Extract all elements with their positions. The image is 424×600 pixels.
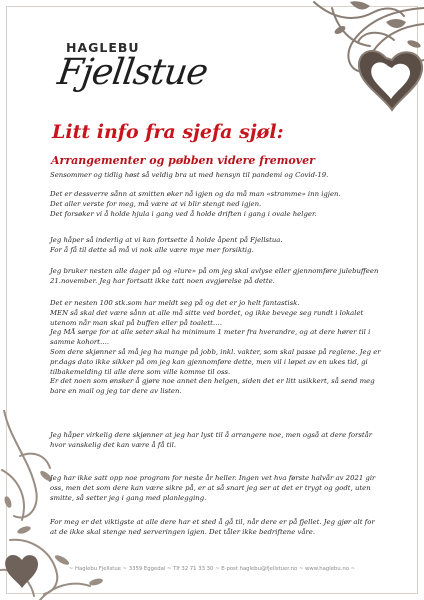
body-paragraph-2 [50,190,390,219]
body-line: 21.november. Jeg har fortsatt ikke tatt noen avgjørelse på dette. [50,276,275,285]
body-paragraph-6 [50,431,390,451]
body-line: Jeg bruker nesten alle dager på og «lure» på om jeg skal avlyse eller gjennomføre julebuffeen [50,267,379,275]
body-line: at de ikke skal stenge ned serveringen igjen. Det tåler ikke bedriftene våre. [50,527,316,536]
body-line: Som dere skjønner så må jeg ha mange på jobb, inkl. vakter, som skal passe på reglene. Jeg er [50,347,381,356]
top-right-ornament [274,0,424,150]
body-line: Det er nesten 100 stk.som har meldt seg på og det er jo helt fantastisk. [50,299,300,307]
body-line: Det aller verste for meg, må være at vi blir stengt ned igjen. [50,199,262,208]
body-line: hvor vanskelig det kan være å få til. [50,440,177,449]
body-line: bare en mail og jeg tar dere av listen. [50,387,182,396]
body-line: pr.dags dato ikke sikker på om jeg kan gjennomføre dette, men vil i løpet av en ukes tid, gi [50,357,368,366]
body-line: oss, men det som dere kan være sikre på, er at så snart jeg ser at det er trygt og godt, uten [50,483,371,492]
body-line: Jeg MÅ sørge for at alle seter skal ha minimum 1 meter fra hverandre, og at dere hører til i [50,328,371,337]
body-line: samme kohort…. [50,338,110,347]
body-paragraph-8 [50,518,390,538]
body-paragraph-7 [50,474,390,503]
brand-name-top: HAGLEBU [66,40,140,55]
body-paragraph-1 [50,171,390,181]
page-headline: Litt info fra sjefa sjøl: [52,121,284,143]
body-line: Jeg håper virkelig dere skjønner at jeg har lyst til å arrangere noe, men også at dere forstår [50,431,373,439]
body-line: Det forsøker vi å holde hjula i gang ved å holde driften i gang i ovale helger. [50,209,317,218]
body-line: Sensommer og tidlig høst så veldig bra ut med hensyn til pandemi og Covid-19. [50,171,329,179]
body-paragraph-5 [50,299,390,397]
brand-name-script: Fjellstue [55,52,210,93]
body-line: Jeg håper så inderlig at vi kan fortsette å holde åpent på Fjellstua. [50,236,283,244]
body-line: smitte, så setter jeg i gang med planlegging. [50,493,207,502]
body-line: tilbakemelding til alle dere som ville komme til oss. [50,367,231,376]
body-line: utenom når man skal på buffen eller på toalett…. [50,318,222,327]
body-paragraph-4 [50,267,390,287]
body-line: Det er dessverre sånn at smitten øker nå igjen og da må man «stramme» inn igjen. [50,190,341,198]
body-line: For meg er det viktigste at alle dere har et sted å gå til, når dere er på fjellet. Jeg gjør alt for [50,518,375,526]
footer-contact: ~ Haglebu Fjellstue ~ 3359 Eggedal ~ Tlf 32 71 33 30 ~ E-post haglebu@fjellstuer.no ~ www.haglebu.no ~ [68,566,356,572]
body-line: Jeg har ikke satt opp noe program for neste år heller. Ingen vet hva første halvår av 2021 gir [50,474,376,482]
body-paragraph-3 [50,236,390,256]
body-line: Er det noen som ønsker å gjøre noe annet den helgen, siden det er litt usikkert, så send meg [50,377,375,386]
section-subheading: Arrangementer og pøbben videre fremover [51,154,315,167]
body-line: MEN så skal det være sånn at alle må sitte ved bordet, og ikke bevege seg rundt i lokalet [50,308,364,317]
body-line: For å få til dette så må vi nok alle være mye mer forsiktig. [50,245,254,254]
